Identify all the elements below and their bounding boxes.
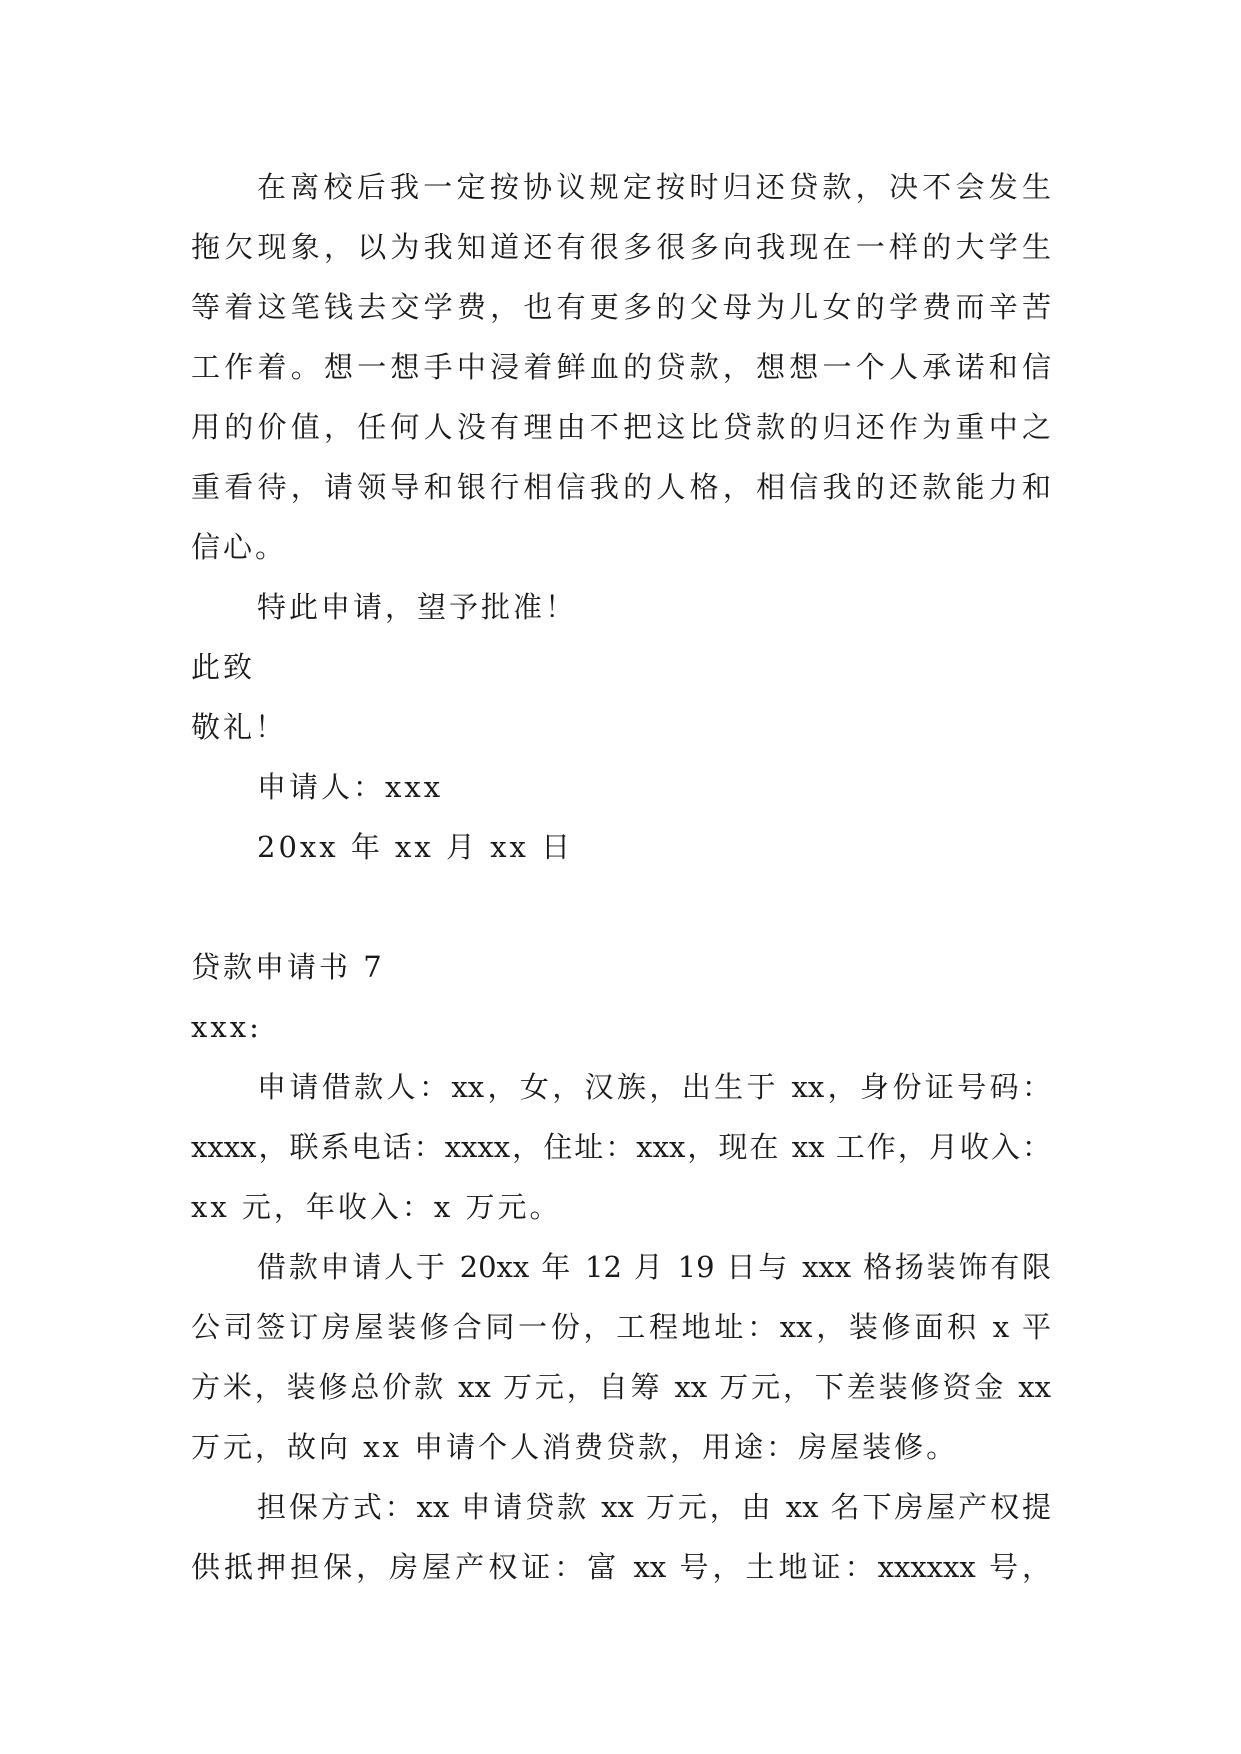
text-line: 用的价值，任何人没有理由不把这比贷款的归还作为重中之: [191, 410, 1051, 444]
closing-line-1: 此致: [191, 650, 256, 684]
document-page: [191, 157, 1051, 1597]
text-line: 工作着。想一想手中浸着鲜血的贷款，想想一个人承诺和信: [191, 350, 1051, 384]
section-title: 贷款申请书 7: [191, 950, 385, 984]
text-line: 公司签订房屋装修合同一份，工程地址：xx，装修面积 x 平: [191, 1310, 1051, 1344]
salutation: xxx:: [191, 1010, 262, 1044]
text-line: 拖欠现象，以为我知道还有很多很多向我现在一样的大学生: [191, 230, 1051, 264]
text-line: 供抵押担保，房屋产权证：富 xx 号，土地证：xxxxxx 号，: [191, 1550, 1051, 1584]
text-line: 万元，故向 xx 申请个人消费贷款，用途：房屋装修。: [191, 1430, 959, 1464]
text-line: xx 元，年收入：x 万元。: [191, 1190, 562, 1224]
paragraph-applicant-info: [191, 1057, 1051, 1237]
text-line: 信心。: [191, 530, 288, 564]
application-date: 20xx 年 xx 月 xx 日: [257, 830, 574, 864]
request-line: 特此申请，望予批准！: [257, 590, 578, 624]
text-line: 重看待，请领导和银行相信我的人格，相信我的还款能力和: [191, 470, 1051, 504]
text-line: 借款申请人于 20xx 年 12 月 19 日与 xxx 格扬装饰有限: [257, 1250, 1051, 1284]
text-line: 申请借款人：xx，女，汉族，出生于 xx，身份证号码：: [257, 1070, 1051, 1104]
applicant-signature: 申请人：xxx: [257, 770, 444, 804]
paragraph-repayment-commitment: [191, 157, 1051, 577]
text-line: 方米，装修总价款 xx 万元，自筹 xx 万元，下差装修资金 xx: [191, 1370, 1051, 1404]
text-line: 在离校后我一定按协议规定按时归还贷款，决不会发生: [257, 170, 1051, 204]
section-spacer: [191, 877, 1051, 937]
paragraph-loan-purpose: [191, 1237, 1051, 1477]
text-line: 担保方式：xx 申请贷款 xx 万元，由 xx 名下房屋产权提: [257, 1490, 1051, 1524]
text-line: xxxx，联系电话：xxxx，住址：xxx，现在 xx 工作，月收入：: [191, 1130, 1051, 1164]
paragraph-guarantee: [191, 1477, 1051, 1597]
text-line: 等着这笔钱去交学费，也有更多的父母为儿女的学费而辛苦: [191, 290, 1051, 324]
closing-line-2: 敬礼！: [191, 710, 288, 744]
